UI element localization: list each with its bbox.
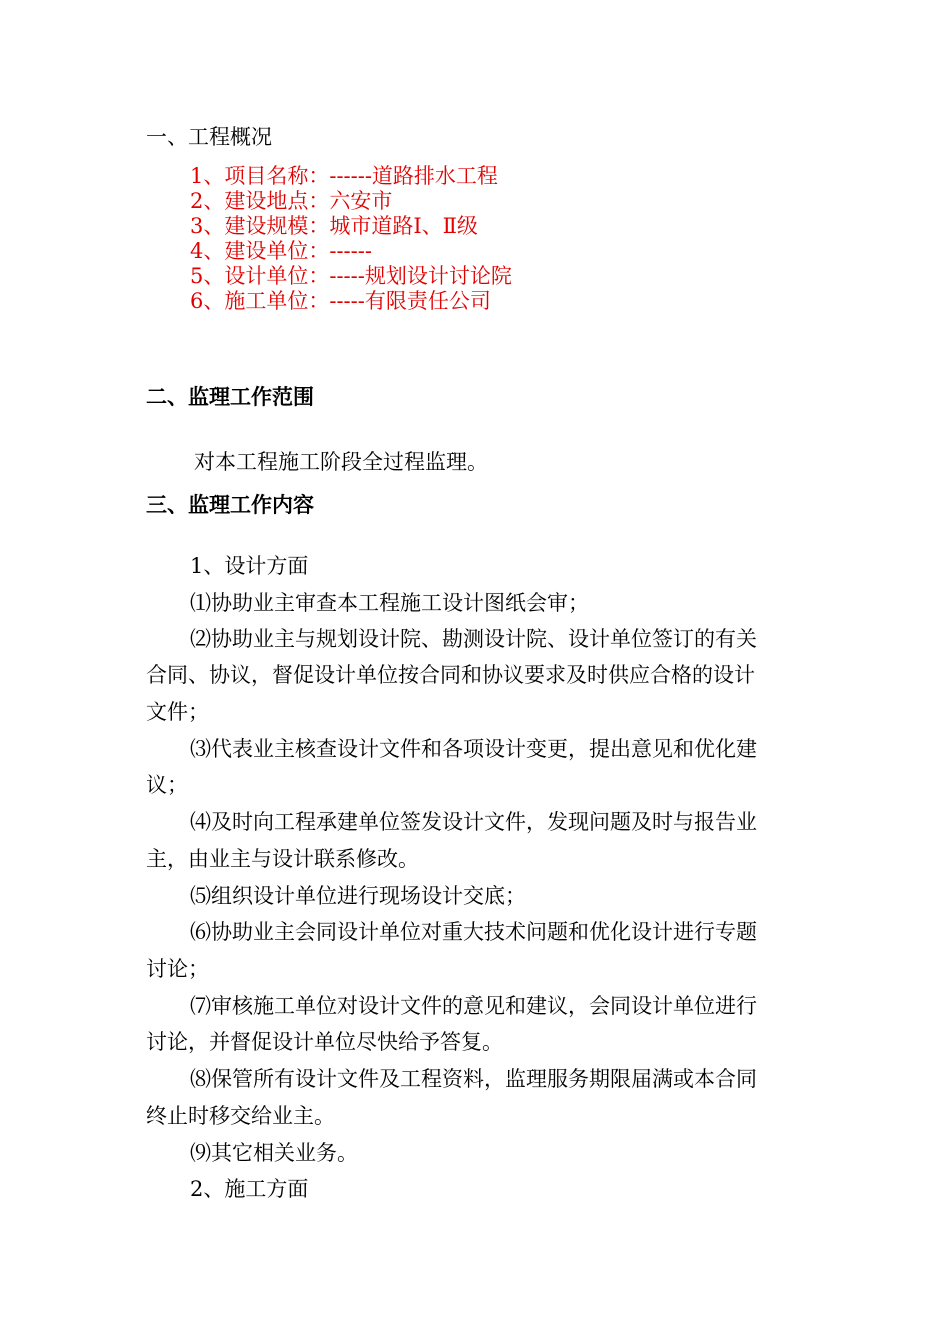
project-location-item: 2、建设地点：六安市 <box>190 189 393 213</box>
paragraph-line: ⑼其它相关业务。 <box>190 1141 358 1165</box>
paragraph-line: ⑴协助业主审查本工程施工设计图纸会审； <box>190 591 589 615</box>
construction-subheading: 2、施工方面 <box>190 1177 309 1201</box>
section3-title: 三、监理工作内容 <box>146 493 314 517</box>
project-overview-list <box>190 164 512 314</box>
project-name-item: 1、项目名称：------道路排水工程 <box>190 164 498 188</box>
paragraph-line: 主，由业主与设计联系修改。 <box>146 847 419 871</box>
paragraph-line: 讨论； <box>146 957 209 981</box>
paragraph-line: ⑵协助业主与规划设计院、勘测设计院、设计单位签订的有关 <box>190 627 757 651</box>
paragraph-line: ⑻保管所有设计文件及工程资料，监理服务期限届满或本合同 <box>190 1067 757 1091</box>
paragraph-line: 文件； <box>146 700 209 724</box>
section2-body: 对本工程施工阶段全过程监理。 <box>194 450 488 474</box>
section2-title: 二、监理工作范围 <box>146 385 314 409</box>
paragraph-line: ⑷及时向工程承建单位签发设计文件，发现问题及时与报告业 <box>190 810 757 834</box>
paragraph-line: 讨论，并督促设计单位尽快给予答复。 <box>146 1030 503 1054</box>
paragraph-line: ⑶代表业主核查设计文件和各项设计变更，提出意见和优化建 <box>190 737 757 761</box>
paragraph-line: ⑸组织设计单位进行现场设计交底； <box>190 884 526 908</box>
section1-title: 一、工程概况 <box>146 125 272 149</box>
design-unit-item: 5、设计单位：-----规划设计讨论院 <box>190 264 512 288</box>
paragraph-line: ⑹协助业主会同设计单位对重大技术问题和优化设计进行专题 <box>190 920 757 944</box>
paragraph-line: 议； <box>146 773 188 797</box>
design-subheading: 1、设计方面 <box>190 554 309 578</box>
paragraph-line: 合同、协议，督促设计单位按合同和协议要求及时供应合格的设计 <box>146 663 755 687</box>
paragraph-line: 终止时移交给业主。 <box>146 1104 335 1128</box>
project-owner-item: 4、建设单位：------ <box>190 239 372 263</box>
construction-unit-item: 6、施工单位：-----有限责任公司 <box>190 289 491 313</box>
paragraph-line: ⑺审核施工单位对设计文件的意见和建议，会同设计单位进行 <box>190 994 757 1018</box>
project-scale-item: 3、建设规模：城市道路Ⅰ、Ⅱ级 <box>190 214 478 238</box>
